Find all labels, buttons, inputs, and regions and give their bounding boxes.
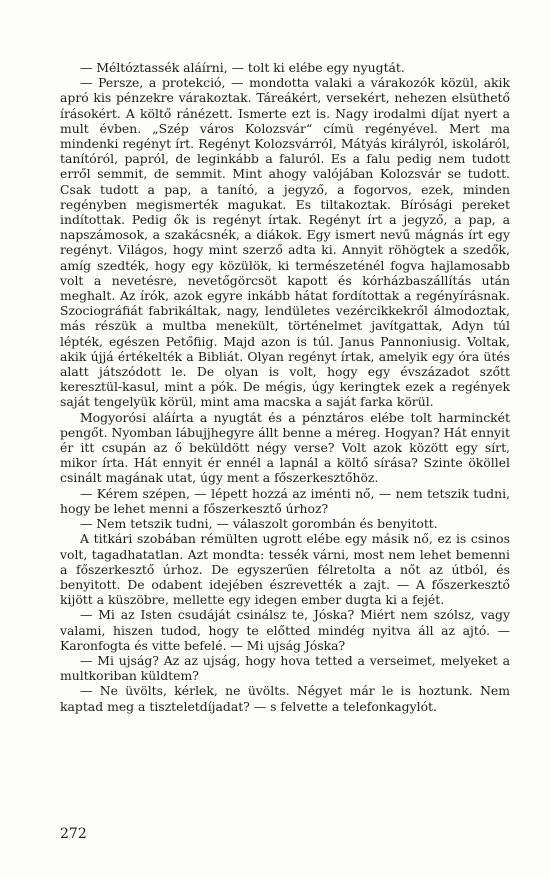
- paragraph: — Persze, a protekció, — mondotta valaki a várakozók közül, akik apró kis pénzekre várakoztak. Táreákért, versekért, nehezen elsüthető írásokért. A költő ránézett. Ismerte ezt is. Nagy irodalmi díjat nyert a mult évben. „Szép város Kolozsvár“ címü regényével. Mert ma mindenki regényt írt. Regényt Kolozsvárról, Mátyás királyról, iskoláról, tanítóról, papról, de leginkább a faluról. Es a falu pedig nem tudott erről semmit, de semmit. Mint ahogy valójában Kolozsvár se tudott. Csak tudott a pap, a tanító, a jegyző, a fogorvos, ezek, minden regényben megismerték magukat. Es tiltakoztak. Bírósági pereket indítottak. Pedig ők is regényt írtak. Regényt írt a jegyző, a pap, a napszámosok, a szakácsnék, a diákok. Egy ismert nevű mágnás írt egy regényt. Világos, hogy mint szerző adta ki. Annyit röhögtek a szedők, amíg szedték, hogy egy közülök, ki természeténél fogva hajlamosabb volt a nevetésre, nevetőgörcsöt kapott és kórházbaszállítás után meghalt. Az írók, azok egyre inkább hátat fordítottak a regényírásnak. Szociográfiát fabrikáltak, nagy, lendületes vezércikkekről álmodoztak, más részük a multba menekült, történelmet javítgattak, Adyn túl lépték, egészen Petőfiig. Majd azon is túl. Janus Pannoniusig. Voltak, akik újjá értékelték a Bibliát. Olyan regényt írtak, amelyik egy óra ütés alatt játszódott le. De olyan is volt, hogy egy évszázadot szőtt keresztül-kasul, mint a pók. De mégis, úgy keringtek ezek a regények saját tengelyük körül, mint ama macska a saját farka körül.: [60, 75, 510, 410]
- paragraph: — Mi ujság? Az az ujság, hogy hova tetted a verseimet, melyeket a multkoriban küldtem?: [60, 652, 510, 684]
- page-number: 272: [60, 826, 87, 842]
- paragraph: A titkári szobában rémülten ugrott elébe egy másik nő, ez is csinos volt, tagadhatatlan. Azt mondta: tessék várni, most nem lehet bemenni a főszerkesztő úrhoz. De egyszerűen félretolta a nőt az útból, és benyitott. De odabent idejében észrevették a zajt. — A főszerkesztő kijött a küszöbre, mellette egy idegen ember dugta ki a fejét.: [60, 531, 510, 608]
- paragraph: — Kérem szépen, — lépett hozzá az iménti nő, — nem tetszik tudni, hogy be lehet menni a főszerkesztő úrhoz?: [60, 485, 510, 516]
- paragraph: Mogyorósi aláírta a nyugtát és a pénztáros elébe tolt harminckét pengőt. Nyomban lábujjhegyre állt benne a méreg. Hogyan? Hát ennyit ér itt csupán az ő beküldött négy verse? Volt azok között egy sírt, mikor írta. Hát ennyit ér ennél a lapnál a költő sírása? Szinte ököllel csinált magának utat, úgy ment a főszerkesztőhöz.: [60, 409, 510, 486]
- paragraph: — Méltóztassék aláírni, — tolt ki elébe egy nyugtát.: [80, 60, 405, 75]
- paragraph: — Mi az Isten csudáját csinálsz te, Jóska? Miért nem szólsz, vagy valami, hiszen tudod, hogy te előtted mindég nyitva áll az ajtó. — Karonfogta és vitte befelé. — Mi ujság Jóska?: [60, 607, 510, 653]
- paragraph: — Nem tetszik tudni, — válaszolt gorombán és benyitott.: [80, 516, 438, 532]
- body-text: [60, 60, 510, 714]
- paragraph: — Ne üvölts, kérlek, ne üvölts. Négyet már le is hoztunk. Nem kaptad meg a tiszteletdíjadat? — s felvette a telefonkagylót.: [60, 683, 510, 714]
